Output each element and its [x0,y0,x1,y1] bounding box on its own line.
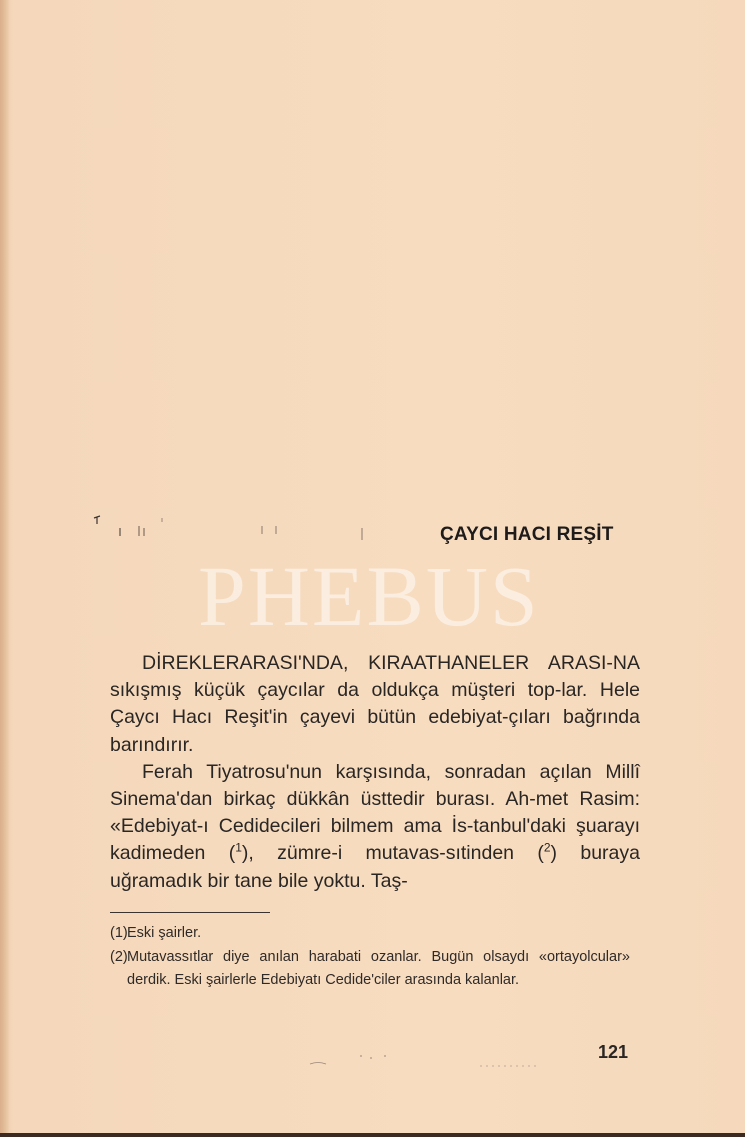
page-binding-shadow [0,0,10,1137]
footnote-text: Eski şairler. [127,925,202,941]
watermark-text: PHEBUS [198,548,540,644]
page-bottom-edge [0,1133,745,1137]
body-text [110,650,640,895]
paragraph-2-text-a: Ferah Tiyatrosu'nun karşısında, sonradan açılan Millî Sinema'dan birkaç dükkân üsttedir burası. Ah-met Rasim: «Edebiyat-ı Cedidecileri bilmem ama İs-tanbul'daki şuarayı kadimeden ( [110,760,640,865]
footnote-number: (2) [110,948,128,965]
page-number: 121 [598,1042,629,1062]
footnote-ref-2: 2 [543,840,551,855]
footnote-1 [110,922,630,946]
paragraph-2 [110,759,640,895]
paragraph-2-text-c: ) buraya uğramadık bir tane bile yoktu. Taş- [110,842,640,892]
footnote-ref-1: 1 [235,840,242,855]
paragraph-1: DİREKLERARASI'NDA, KIRAATHANELER ARASI-NA sıkışmış küçük çaycılar da oldukça müşteri top-lar. Hele Çaycı Hacı Reşit'in çayevi bütün edebiyat-çıları bağrında barındırır. [110,652,640,756]
print-marks [92,512,392,544]
footnote-2 [110,946,630,993]
footnote-divider [110,912,270,913]
paragraph-2-text-b: ), zümre-i mutavas-sıtinden ( [241,842,544,865]
footnote-number: (1) [110,925,128,941]
footnote-text: Mutavassıtlar diye anılan harabati ozanlar. Bugün olsaydı «ortayolcular» derdik. Eski şairlerle Edebiyatı Cedide'ciler arasında kalanlar. [127,948,630,988]
footnotes [110,922,630,993]
print-speckle [300,1050,560,1074]
chapter-title: ÇAYCI HACI REŞİT [440,524,614,545]
